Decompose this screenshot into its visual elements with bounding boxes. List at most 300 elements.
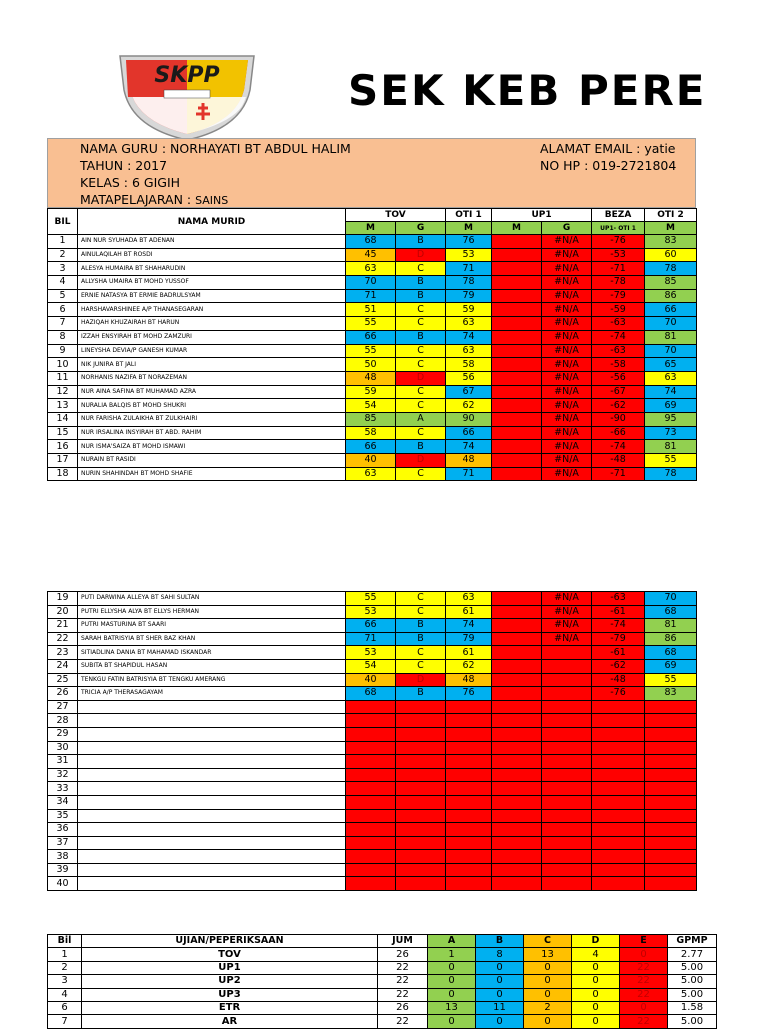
row-bil: 15 [48, 426, 78, 440]
row-tov-m: 53 [346, 605, 396, 619]
row-oti2: 70 [645, 592, 697, 606]
row-empty-cell [492, 741, 542, 755]
summary-cell: 0 [572, 1015, 620, 1028]
col-oti1: OTI 1 [446, 209, 492, 222]
row-oti2: 85 [645, 276, 697, 290]
row-tov-m: 68 [346, 687, 396, 701]
row-tov-g: C [396, 592, 446, 606]
row-up1-m [492, 289, 542, 303]
col-up1: UP1 [492, 209, 592, 222]
row-nama: ALLYSHA UMAIRA BT MOHD YUSSOF [78, 276, 346, 290]
row-up1-g: #N/A [542, 289, 592, 303]
row-nama: NUR AINA SAFINA BT MUHAMAD AZRA [78, 385, 346, 399]
row-oti1: 63 [446, 592, 492, 606]
table-row [48, 605, 697, 619]
row-bil: 18 [48, 467, 78, 481]
row-empty-cell [346, 836, 396, 850]
row-oti1: 56 [446, 371, 492, 385]
table-row [48, 659, 697, 673]
row-empty-cell [396, 850, 446, 864]
row-beza: -76 [592, 687, 645, 701]
row-bil: 1 [48, 235, 78, 249]
summary-cell: 0 [428, 975, 476, 988]
subject-line [80, 192, 228, 207]
row-bil: 29 [48, 727, 78, 741]
row-oti2: 78 [645, 467, 697, 481]
summary-cell: 3 [48, 975, 82, 988]
row-tov-m: 68 [346, 235, 396, 249]
row-bil: 4 [48, 276, 78, 290]
row-up1-m [492, 344, 542, 358]
row-tov-m: 63 [346, 262, 396, 276]
row-nama: NURAIN BT RASIDI [78, 454, 346, 468]
row-empty-cell [396, 863, 446, 877]
col-oti2-m: M [645, 222, 697, 235]
table-row [48, 385, 697, 399]
row-oti2: 68 [645, 605, 697, 619]
summary-cell: 6 [48, 1001, 82, 1014]
summary-cell: 0 [476, 975, 524, 988]
table-row [48, 399, 697, 413]
row-beza: -62 [592, 399, 645, 413]
row-up1-g: #N/A [542, 592, 592, 606]
row-empty-cell [542, 755, 592, 769]
col-tov-g: G [396, 222, 446, 235]
row-beza: -58 [592, 358, 645, 372]
row-empty-cell [542, 741, 592, 755]
summary-cell: 5.00 [668, 961, 717, 974]
row-beza: -74 [592, 330, 645, 344]
row-tov-m: 50 [346, 358, 396, 372]
table-row [48, 592, 697, 606]
row-empty-cell [645, 727, 697, 741]
student-marks-table [47, 208, 697, 481]
row-up1-g: #N/A [542, 371, 592, 385]
row-tov-m: 66 [346, 619, 396, 633]
subject-value: SAINS [195, 194, 229, 207]
row-nama [78, 836, 346, 850]
row-beza: -79 [592, 289, 645, 303]
summary-cell: TOV [82, 948, 378, 961]
row-empty-cell [446, 782, 492, 796]
row-beza: -61 [592, 605, 645, 619]
row-bil: 25 [48, 673, 78, 687]
row-bil: 32 [48, 768, 78, 782]
row-empty-cell [446, 863, 492, 877]
row-empty-cell [396, 768, 446, 782]
row-empty-cell [346, 741, 396, 755]
row-beza: -48 [592, 454, 645, 468]
row-oti1: 58 [446, 358, 492, 372]
row-empty-cell [396, 877, 446, 891]
row-tov-g: B [396, 632, 446, 646]
col-tov-m: M [346, 222, 396, 235]
row-empty-cell [592, 782, 645, 796]
row-nama [78, 755, 346, 769]
year: TAHUN : 2017 [80, 158, 168, 173]
row-tov-m: 53 [346, 646, 396, 660]
row-bil: 23 [48, 646, 78, 660]
col-nama: NAMA MURID [78, 209, 346, 235]
summary-cell: 0 [428, 961, 476, 974]
row-tov-g: D [396, 248, 446, 262]
table-row [48, 619, 697, 633]
row-empty-cell [592, 755, 645, 769]
row-empty-cell [446, 809, 492, 823]
row-nama [78, 714, 346, 728]
row-empty-cell [592, 700, 645, 714]
row-up1-g: #N/A [542, 358, 592, 372]
row-tov-g: A [396, 412, 446, 426]
summary-row [48, 988, 717, 1001]
row-bil: 6 [48, 303, 78, 317]
row-oti1: 67 [446, 385, 492, 399]
row-bil: 7 [48, 317, 78, 331]
row-bil: 17 [48, 454, 78, 468]
row-up1-g: #N/A [542, 317, 592, 331]
row-empty-cell [542, 836, 592, 850]
table-row [48, 344, 697, 358]
row-oti2: 74 [645, 385, 697, 399]
row-empty-cell [645, 741, 697, 755]
row-beza: -61 [592, 646, 645, 660]
row-bil: 2 [48, 248, 78, 262]
row-up1-g: #N/A [542, 440, 592, 454]
row-beza: -66 [592, 426, 645, 440]
row-nama: TRICIA A/P THERASAGAYAM [78, 687, 346, 701]
summary-cell: 5.00 [668, 988, 717, 1001]
row-tov-g: C [396, 262, 446, 276]
row-oti2: 70 [645, 344, 697, 358]
table-row [48, 248, 697, 262]
row-empty-cell [645, 700, 697, 714]
row-oti2: 68 [645, 646, 697, 660]
row-empty-cell [446, 836, 492, 850]
table-row [48, 809, 697, 823]
summary-cell: 1 [48, 948, 82, 961]
row-nama: SARAH BATRISYIA BT SHER BAZ KHAN [78, 632, 346, 646]
row-up1-m [492, 592, 542, 606]
row-oti2: 78 [645, 262, 697, 276]
row-tov-g: B [396, 619, 446, 633]
row-empty-cell [346, 768, 396, 782]
row-nama: AIN NUR SYUHADA BT ADENAN [78, 235, 346, 249]
row-nama: TENKGU FATIN BATRISYIA BT TENGKU AMERANG [78, 673, 346, 687]
row-empty-cell [446, 768, 492, 782]
summary-header: E [620, 935, 668, 948]
row-empty-cell [645, 877, 697, 891]
row-up1-m [492, 371, 542, 385]
row-bil: 14 [48, 412, 78, 426]
row-up1-m [492, 659, 542, 673]
col-beza-sub: UP1- OTI 1 [592, 222, 645, 235]
summary-cell: 8 [476, 948, 524, 961]
summary-row [48, 1015, 717, 1028]
page-title: SEK KEB PERE [348, 66, 707, 115]
row-oti1: 48 [446, 454, 492, 468]
table-row [48, 782, 697, 796]
row-beza: -78 [592, 276, 645, 290]
row-empty-cell [592, 877, 645, 891]
logo-text: SKPP [154, 63, 220, 88]
row-empty-cell [346, 795, 396, 809]
row-oti1: 53 [446, 248, 492, 262]
summary-cell: 0 [476, 988, 524, 1001]
summary-header: JUM [378, 935, 428, 948]
col-oti2: OTI 2 [645, 209, 697, 222]
summary-cell: 2 [48, 961, 82, 974]
row-empty-cell [492, 863, 542, 877]
row-empty-cell [592, 768, 645, 782]
row-oti1: 59 [446, 303, 492, 317]
summary-cell: 26 [378, 948, 428, 961]
row-tov-m: 71 [346, 289, 396, 303]
row-empty-cell [396, 700, 446, 714]
row-oti1: 78 [446, 276, 492, 290]
row-empty-cell [592, 809, 645, 823]
teacher-name: NAMA GURU : NORHAYATI BT ABDUL HALIM [80, 141, 351, 156]
row-bil: 35 [48, 809, 78, 823]
col-up1-m: M [492, 222, 542, 235]
row-bil: 40 [48, 877, 78, 891]
row-empty-cell [446, 727, 492, 741]
row-empty-cell [542, 795, 592, 809]
row-tov-g: B [396, 289, 446, 303]
row-empty-cell [346, 700, 396, 714]
row-up1-g: #N/A [542, 235, 592, 249]
row-up1-m [492, 632, 542, 646]
row-tov-m: 54 [346, 399, 396, 413]
row-beza: -74 [592, 440, 645, 454]
row-tov-m: 71 [346, 632, 396, 646]
summary-header: A [428, 935, 476, 948]
row-beza: -63 [592, 344, 645, 358]
row-oti1: 62 [446, 399, 492, 413]
row-up1-g: #N/A [542, 303, 592, 317]
row-oti1: 48 [446, 673, 492, 687]
row-up1-m [492, 262, 542, 276]
row-nama [78, 700, 346, 714]
col-oti1-m: M [446, 222, 492, 235]
row-empty-cell [592, 727, 645, 741]
table-row [48, 836, 697, 850]
row-empty-cell [645, 863, 697, 877]
row-nama [78, 809, 346, 823]
row-nama [78, 782, 346, 796]
table-row [48, 687, 697, 701]
row-oti2: 69 [645, 399, 697, 413]
row-tov-g: D [396, 454, 446, 468]
row-empty-cell [396, 795, 446, 809]
row-oti2: 60 [645, 248, 697, 262]
summary-header: D [572, 935, 620, 948]
row-bil: 13 [48, 399, 78, 413]
row-up1-m [492, 235, 542, 249]
row-empty-cell [346, 877, 396, 891]
row-bil: 5 [48, 289, 78, 303]
row-nama [78, 850, 346, 864]
row-tov-g: C [396, 344, 446, 358]
row-oti1: 74 [446, 440, 492, 454]
row-up1-g [542, 673, 592, 687]
row-up1-g: #N/A [542, 605, 592, 619]
row-up1-m [492, 467, 542, 481]
row-up1-g: #N/A [542, 619, 592, 633]
summary-cell: AR [82, 1015, 378, 1028]
row-oti2: 83 [645, 687, 697, 701]
col-bil: BIL [48, 209, 78, 235]
row-nama: NURIN SHAHINDAH BT MOHD SHAFIE [78, 467, 346, 481]
row-empty-cell [346, 823, 396, 837]
row-bil: 26 [48, 687, 78, 701]
row-oti2: 70 [645, 317, 697, 331]
row-empty-cell [492, 755, 542, 769]
table-row [48, 768, 697, 782]
row-empty-cell [396, 809, 446, 823]
row-empty-cell [492, 768, 542, 782]
summary-cell: 5.00 [668, 975, 717, 988]
row-tov-g: C [396, 385, 446, 399]
row-tov-m: 85 [346, 412, 396, 426]
row-bil: 22 [48, 632, 78, 646]
table-row [48, 741, 697, 755]
row-oti1: 74 [446, 619, 492, 633]
row-empty-cell [446, 714, 492, 728]
table-row [48, 276, 697, 290]
row-up1-g: #N/A [542, 262, 592, 276]
summary-row [48, 948, 717, 961]
table-row [48, 289, 697, 303]
row-tov-m: 55 [346, 592, 396, 606]
row-tov-g: C [396, 426, 446, 440]
row-oti1: 90 [446, 412, 492, 426]
row-oti2: 81 [645, 330, 697, 344]
summary-cell: 5.00 [668, 1015, 717, 1028]
row-up1-m [492, 426, 542, 440]
row-nama: NUR FARISHA ZULAIKHA BT ZULKHAIRI [78, 412, 346, 426]
summary-cell: 22 [378, 1015, 428, 1028]
row-beza: -76 [592, 235, 645, 249]
row-empty-cell [645, 823, 697, 837]
summary-header: B [476, 935, 524, 948]
row-oti2: 81 [645, 440, 697, 454]
summary-cell: 4 [48, 988, 82, 1001]
row-up1-g [542, 646, 592, 660]
row-up1-m [492, 687, 542, 701]
row-bil: 19 [48, 592, 78, 606]
summary-cell: 0 [476, 961, 524, 974]
table-row [48, 317, 697, 331]
row-bil: 30 [48, 741, 78, 755]
row-bil: 9 [48, 344, 78, 358]
row-oti1: 61 [446, 605, 492, 619]
row-empty-cell [542, 782, 592, 796]
summary-row [48, 961, 717, 974]
row-empty-cell [346, 755, 396, 769]
row-bil: 11 [48, 371, 78, 385]
row-oti2: 83 [645, 235, 697, 249]
row-empty-cell [592, 795, 645, 809]
row-empty-cell [645, 850, 697, 864]
row-bil: 31 [48, 755, 78, 769]
summary-cell: 2.77 [668, 948, 717, 961]
row-oti1: 63 [446, 317, 492, 331]
summary-row [48, 1001, 717, 1014]
table-row [48, 646, 697, 660]
table-row [48, 795, 697, 809]
summary-header: C [524, 935, 572, 948]
row-tov-g: C [396, 317, 446, 331]
summary-cell: UP3 [82, 988, 378, 1001]
row-tov-g: C [396, 605, 446, 619]
row-beza: -56 [592, 371, 645, 385]
table-row [48, 358, 697, 372]
summary-cell: 2 [524, 1001, 572, 1014]
row-beza: -79 [592, 632, 645, 646]
student-marks-table-2 [47, 591, 697, 891]
summary-cell: 0 [572, 1001, 620, 1014]
school-logo [112, 50, 262, 142]
row-nama: HAZIQAH KHUZAIRAH BT HARUN [78, 317, 346, 331]
row-empty-cell [542, 863, 592, 877]
row-oti2: 73 [645, 426, 697, 440]
row-empty-cell [592, 836, 645, 850]
row-nama: PUTRI MASTURINA BT SAARI [78, 619, 346, 633]
row-bil: 37 [48, 836, 78, 850]
row-empty-cell [446, 823, 492, 837]
exam-summary-table [47, 934, 717, 1029]
row-nama: HARSHAVARSHINEE A/P THANASEGARAN [78, 303, 346, 317]
row-nama: LINEYSHA DEVIA/P GANESH KUMAR [78, 344, 346, 358]
row-nama [78, 795, 346, 809]
email: ALAMAT EMAIL : yatie [540, 141, 676, 156]
row-bil: 38 [48, 850, 78, 864]
row-tov-g: C [396, 467, 446, 481]
row-up1-m [492, 619, 542, 633]
summary-cell: 7 [48, 1015, 82, 1028]
table-row [48, 823, 697, 837]
row-oti1: 71 [446, 262, 492, 276]
table-row [48, 235, 697, 249]
row-nama: PUTI DARWINA ALLEYA BT SAHI SULTAN [78, 592, 346, 606]
row-tov-g: C [396, 659, 446, 673]
summary-cell: 0 [524, 988, 572, 1001]
row-up1-g [542, 687, 592, 701]
row-beza: -67 [592, 385, 645, 399]
row-empty-cell [446, 877, 492, 891]
row-nama [78, 863, 346, 877]
row-up1-g [542, 659, 592, 673]
row-tov-g: C [396, 399, 446, 413]
row-empty-cell [645, 714, 697, 728]
table-row [48, 371, 697, 385]
summary-cell: 1 [428, 948, 476, 961]
row-tov-m: 70 [346, 276, 396, 290]
row-empty-cell [346, 727, 396, 741]
table-row [48, 330, 697, 344]
row-empty-cell [542, 714, 592, 728]
row-beza: -71 [592, 262, 645, 276]
row-up1-g: #N/A [542, 248, 592, 262]
row-oti2: 81 [645, 619, 697, 633]
row-up1-m [492, 385, 542, 399]
summary-cell: 1.58 [668, 1001, 717, 1014]
row-up1-g: #N/A [542, 467, 592, 481]
row-empty-cell [396, 836, 446, 850]
summary-cell: 0 [428, 1015, 476, 1028]
row-empty-cell [396, 741, 446, 755]
summary-cell: 0 [620, 948, 668, 961]
